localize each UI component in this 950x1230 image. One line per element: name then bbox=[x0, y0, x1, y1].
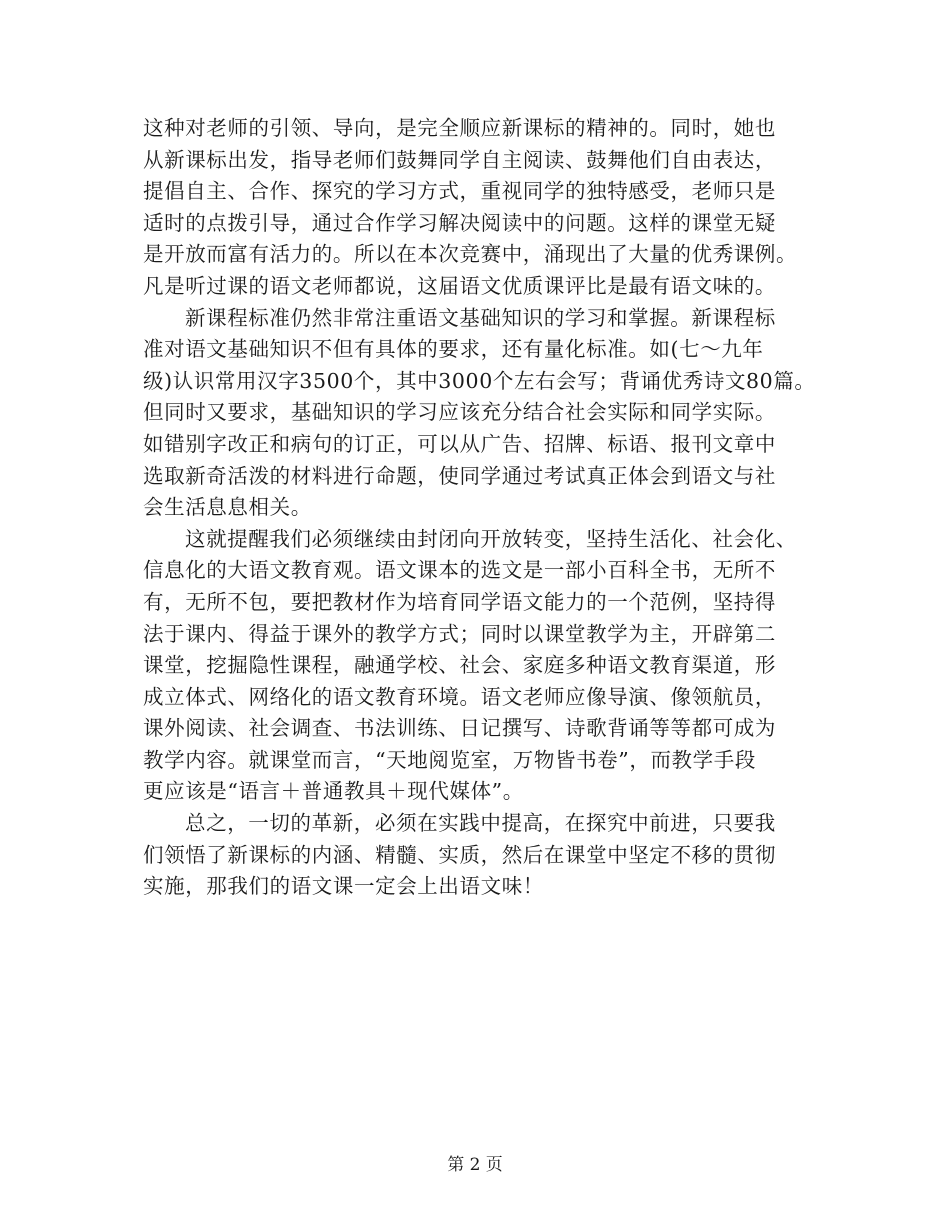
paragraph-2 bbox=[143, 303, 833, 524]
text-line: 会生活息息相关。 bbox=[143, 495, 312, 520]
page-number: 第 2 页 bbox=[447, 1155, 503, 1175]
text-line: 课堂，挖掘隐性课程，融通学校、社会、家庭多种语文教育渠道，形 bbox=[143, 653, 776, 678]
text-line: 课外阅读、社会调查、书法训练、日记撰写、诗歌背诵等等都可成为 bbox=[143, 716, 776, 741]
text-line: 实施，那我们的语文课一定会上出语文味！ bbox=[143, 874, 544, 899]
paragraph-1 bbox=[143, 113, 833, 303]
body-text bbox=[143, 113, 833, 903]
text-line: 提倡自主、合作、探究的学习方式，重视同学的独特感受，老师只是 bbox=[143, 179, 776, 204]
text-line: 更应该是“语言＋普通教具＋现代媒体”。 bbox=[143, 779, 524, 804]
text-line: 适时的点拨引导，通过合作学习解决阅读中的问题。这样的课堂无疑 bbox=[143, 210, 776, 235]
text-line: 如错别字改正和病句的订正，可以从广告、招牌、标语、报刊文章中 bbox=[143, 431, 776, 456]
text-line: 们领悟了新课标的内涵、精髓、实质，然后在课堂中坚定不移的贯彻 bbox=[143, 842, 776, 867]
paragraph-3 bbox=[143, 524, 833, 808]
text-line: 有，无所不包，要把教材作为培育同学语文能力的一个范例，坚持得 bbox=[143, 589, 776, 614]
paragraph-4 bbox=[143, 808, 833, 903]
text-line: 信息化的大语文教育观。语文课本的选文是一部小百科全书，无所不 bbox=[143, 558, 776, 583]
text-line: 选取新奇活泼的材料进行命题，使同学通过考试真正体会到语文与社 bbox=[143, 463, 776, 488]
text-line: 级)认识常用汉字3500个，其中3000个左右会写；背诵优秀诗文80篇。 bbox=[143, 368, 816, 393]
text-line: 法于课内、得益于课外的教学方式；同时以课堂教学为主，开辟第二 bbox=[143, 621, 776, 646]
text-line: 这种对老师的引领、导向，是完全顺应新课标的精神的。同时，她也 bbox=[143, 116, 776, 140]
text-line: 但同时又要求，基础知识的学习应该充分结合社会实际和同学实际。 bbox=[143, 400, 776, 425]
text-line: 新课程标准仍然非常注重语文基础知识的学习和掌握。新课程标 bbox=[185, 305, 776, 330]
text-line: 这就提醒我们必须继续由封闭向开放转变，坚持生活化、社会化、 bbox=[185, 526, 797, 551]
text-line: 教学内容。就课堂而言，“天地阅览室，万物皆书卷”，而教学手段 bbox=[143, 747, 756, 772]
text-line: 凡是听过课的语文老师都说，这届语文优质课评比是最有语文味的。 bbox=[143, 273, 776, 298]
text-line: 成立体式、网络化的语文教育环境。语文老师应像导演、像领航员， bbox=[143, 684, 776, 709]
text-line: 是开放而富有活力的。所以在本次竞赛中，涌现出了大量的优秀课例。 bbox=[143, 242, 798, 267]
text-line: 总之，一切的革新，必须在实践中提高，在探究中前进，只要我 bbox=[185, 811, 776, 836]
text-line: 从新课标出发，指导老师们鼓舞同学自主阅读、鼓舞他们自由表达， bbox=[143, 147, 776, 172]
text-line: 准对语文基础知识不但有具体的要求，还有量化标准。如(七～九年 bbox=[143, 337, 764, 362]
